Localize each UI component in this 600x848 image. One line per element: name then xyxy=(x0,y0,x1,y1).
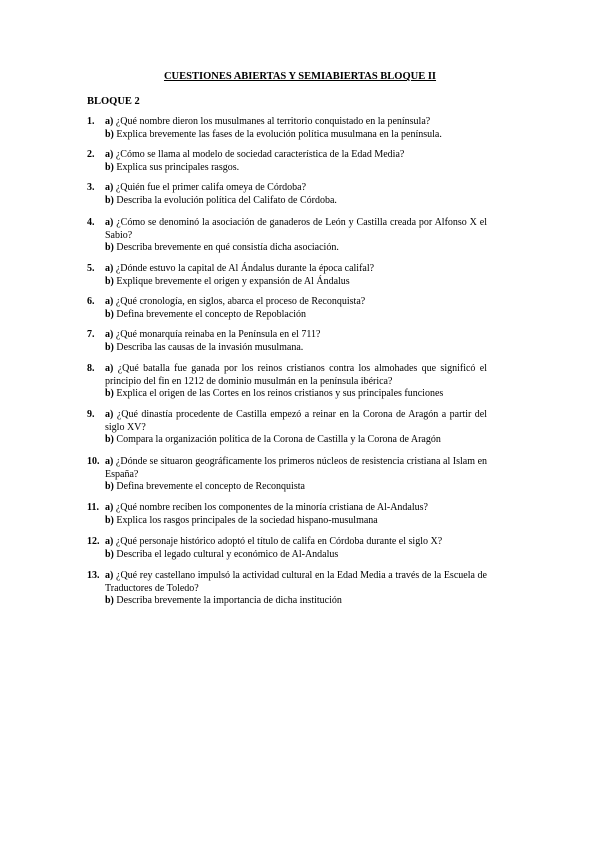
part-b-label: b) xyxy=(105,161,114,173)
question-part-a xyxy=(105,456,487,481)
question-part-a xyxy=(105,116,487,129)
question-item xyxy=(87,536,487,561)
question-part-a xyxy=(105,296,487,309)
part-b-text: Defina brevemente el concepto de Repoblación xyxy=(116,308,307,320)
part-b-text: Explica brevemente las fases de la evolución política musulmana en la península. xyxy=(116,128,442,140)
section-heading: BLOQUE 2 xyxy=(87,96,140,107)
part-b-text: Describa brevemente en qué consistía dicha asociación. xyxy=(116,242,339,253)
question-item xyxy=(87,296,487,321)
question-part-b xyxy=(105,434,487,447)
part-a-label: a) xyxy=(105,217,114,228)
part-a-text: ¿Qué personaje histórico adoptó el título de califa en Córdoba durante el siglo X? xyxy=(115,536,443,547)
question-part-b xyxy=(105,388,487,401)
part-a-label: a) xyxy=(105,570,114,581)
part-b-label: b) xyxy=(105,128,114,140)
part-a-text: ¿Qué nombre reciben los componentes de la minoría cristiana de Al-Andalus? xyxy=(115,502,428,513)
question-number: 2. xyxy=(87,149,95,160)
question-item xyxy=(87,456,487,494)
question-part-b xyxy=(105,342,487,355)
part-b-label: b) xyxy=(105,548,114,560)
part-a-text: ¿Qué nombre dieron los musulmanes al territorio conquistado en la península? xyxy=(115,116,431,127)
question-part-a xyxy=(105,217,487,242)
part-a-label: a) xyxy=(105,116,114,127)
part-b-label: b) xyxy=(105,388,114,399)
part-a-label: a) xyxy=(105,409,114,420)
question-part-b xyxy=(105,309,487,322)
part-a-text: ¿Cómo se llama al modelo de sociedad característica de la Edad Media? xyxy=(115,149,405,160)
question-part-a xyxy=(105,329,487,342)
part-a-label: a) xyxy=(105,329,114,340)
question-item xyxy=(87,570,487,608)
question-item xyxy=(87,149,487,174)
question-number: 13. xyxy=(87,570,100,581)
part-b-label: b) xyxy=(105,242,114,253)
part-a-label: a) xyxy=(105,296,114,307)
part-a-text: ¿Qué monarquía reinaba en la Península en el 711? xyxy=(115,329,321,340)
question-part-b xyxy=(105,595,487,608)
question-item xyxy=(87,363,487,401)
part-b-label: b) xyxy=(105,308,114,320)
part-b-text: Describa la evolución política del Califato de Córdoba. xyxy=(116,194,337,206)
question-part-a xyxy=(105,363,487,388)
question-number: 9. xyxy=(87,409,95,420)
question-part-a xyxy=(105,182,487,195)
part-a-label: a) xyxy=(105,456,114,467)
question-number: 1. xyxy=(87,116,95,127)
question-part-b xyxy=(105,129,487,142)
part-a-text: ¿Dónde estuvo la capital de Al Ándalus durante la época califal? xyxy=(115,263,375,274)
question-part-b xyxy=(105,481,487,494)
part-b-label: b) xyxy=(105,514,114,526)
question-part-b xyxy=(105,195,487,208)
part-b-text: Explica el origen de las Cortes en los reinos cristianos y sus principales funciones xyxy=(116,388,444,399)
part-b-text: Describa brevemente la importancia de dicha institución xyxy=(116,595,342,606)
part-a-label: a) xyxy=(105,536,114,547)
question-item xyxy=(87,263,487,288)
part-b-text: Describa las causas de la invasión musulmana. xyxy=(116,341,304,353)
part-b-text: Defina brevemente el concepto de Reconquista xyxy=(116,481,305,492)
question-part-b xyxy=(105,276,487,289)
part-a-text: ¿Quién fue el primer califa omeya de Córdoba? xyxy=(115,182,307,193)
part-a-label: a) xyxy=(105,182,114,193)
part-a-label: a) xyxy=(105,363,114,374)
part-b-label: b) xyxy=(105,434,114,445)
question-item xyxy=(87,329,487,354)
part-a-label: a) xyxy=(105,263,114,274)
part-b-label: b) xyxy=(105,481,114,492)
question-part-b xyxy=(105,515,487,528)
question-part-a xyxy=(105,502,487,515)
question-number: 12. xyxy=(87,536,100,547)
question-part-a xyxy=(105,149,487,162)
question-item xyxy=(87,502,487,527)
question-part-a xyxy=(105,409,487,434)
question-number: 7. xyxy=(87,329,95,340)
question-number: 4. xyxy=(87,217,95,228)
question-number: 10. xyxy=(87,456,100,467)
part-a-text: ¿Dónde se situaron geográficamente los primeros núcleos de resistencia cristiana al Islam en España? xyxy=(105,456,488,480)
question-item xyxy=(87,217,487,255)
part-a-text: ¿Cómo se denominó la asociación de ganaderos de León y Castilla creada por Alfonso X el Sabio? xyxy=(105,217,487,241)
part-b-text: Compara la organización política de la Corona de Castilla y la Corona de Aragón xyxy=(116,434,441,445)
question-item xyxy=(87,409,487,447)
part-b-text: Explique brevemente el origen y expansión de Al Ándalus xyxy=(116,275,350,287)
part-a-text: ¿Qué batalla fue ganada por los reinos cristianos contra los almohades que significó el principio del fin en 1212 de dominio musulmán en la península ibérica? xyxy=(105,363,487,387)
document-title: CUESTIONES ABIERTAS Y SEMIABIERTAS BLOQUE II xyxy=(163,71,437,82)
question-part-a xyxy=(105,263,487,276)
part-a-text: ¿Qué dinastía procedente de Castilla empezó a reinar en la Corona de Aragón a partir del siglo XV? xyxy=(105,409,487,433)
part-b-label: b) xyxy=(105,275,114,287)
question-item xyxy=(87,182,487,207)
part-b-label: b) xyxy=(105,194,114,206)
question-part-b xyxy=(105,242,487,255)
part-b-text: Describa el legado cultural y económico de Al-Andalus xyxy=(116,548,339,560)
part-b-text: Explica sus principales rasgos. xyxy=(116,161,240,173)
question-part-b xyxy=(105,549,487,562)
part-a-text: ¿Qué cronología, en siglos, abarca el proceso de Reconquista? xyxy=(115,296,366,307)
question-item xyxy=(87,116,487,141)
question-part-a xyxy=(105,570,487,595)
question-number: 8. xyxy=(87,363,95,374)
part-b-label: b) xyxy=(105,341,114,353)
part-b-text: Explica los rasgos principales de la sociedad hispano-musulmana xyxy=(116,514,378,526)
part-a-label: a) xyxy=(105,149,114,160)
part-a-label: a) xyxy=(105,502,114,513)
part-b-label: b) xyxy=(105,595,114,606)
question-part-a xyxy=(105,536,487,549)
question-number: 3. xyxy=(87,182,95,193)
part-a-text: ¿Qué rey castellano impulsó la actividad cultural en la Edad Media a través de la Escuela de Traductores de Toledo? xyxy=(105,570,488,594)
question-number: 11. xyxy=(87,502,99,513)
question-number: 6. xyxy=(87,296,95,307)
question-number: 5. xyxy=(87,263,95,274)
question-part-b xyxy=(105,162,487,175)
